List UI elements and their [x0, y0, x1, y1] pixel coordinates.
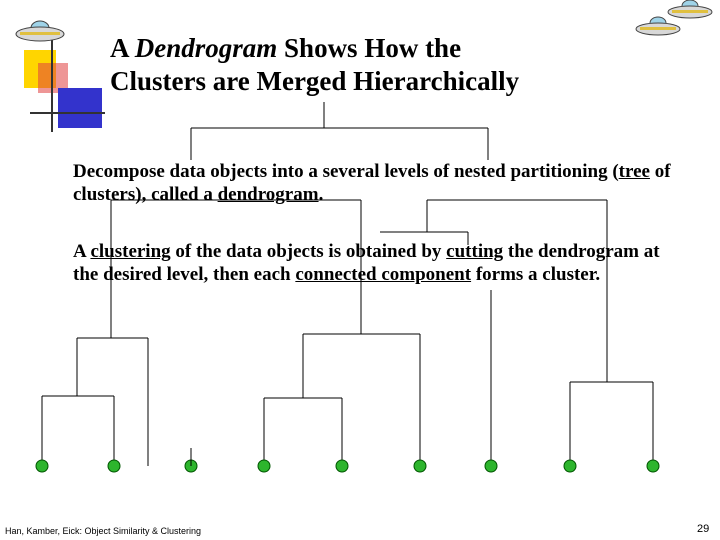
term-cutting: cutting	[446, 241, 504, 262]
ufo-icon	[668, 0, 712, 18]
term-connected-component: connected component	[295, 264, 472, 285]
ufo-icon	[16, 21, 64, 41]
term-clustering: clustering	[90, 241, 171, 262]
leaf-node	[564, 460, 576, 472]
leaf-node	[414, 460, 426, 472]
leaf-node	[485, 460, 497, 472]
title-text: Shows How the	[277, 33, 462, 63]
leaf-node	[647, 460, 659, 472]
term-tree: tree	[618, 161, 650, 182]
footer-credit: Han, Kamber, Eick: Object Similarity & Clustering	[5, 526, 202, 536]
title-text: A	[110, 33, 135, 63]
title-emphasis: Dendrogram	[134, 33, 278, 63]
leaf-node	[108, 460, 120, 472]
term-dendrogram: dendrogram	[217, 184, 319, 205]
leaf-node	[258, 460, 270, 472]
title-line-2: Clusters are Merged Hierarchically	[110, 66, 520, 96]
slide-title	[110, 32, 670, 98]
dendrogram-leaves	[36, 460, 659, 472]
leaf-node	[336, 460, 348, 472]
paragraph-clustering: A clustering of the data objects is obtained by cutting the dendrogram at the desired level, then each connected component forms a cluster.	[73, 241, 660, 285]
paragraph-decompose: Decompose data objects into a several levels of nested partitioning (tree of clusters), called a dendrogram.	[73, 161, 671, 205]
leaf-node	[36, 460, 48, 472]
page-number: 29	[697, 523, 710, 535]
